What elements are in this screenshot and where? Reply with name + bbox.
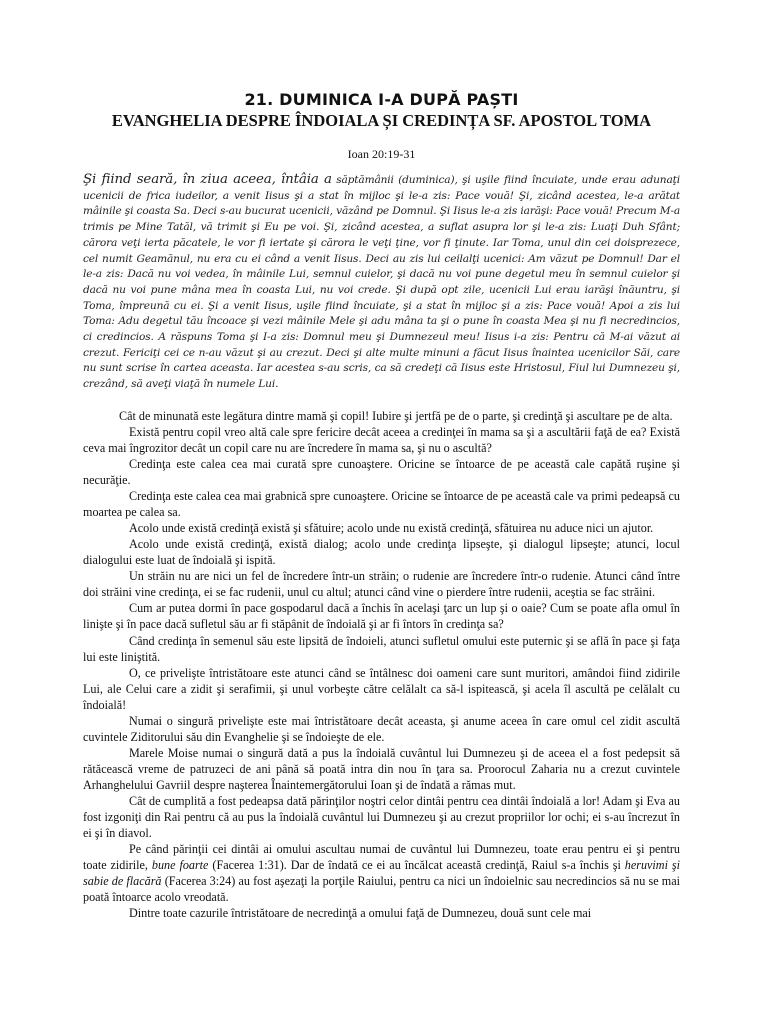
gospel-lead: Şi fiind seară, în ziua aceea, întâia a xyxy=(83,172,332,187)
paragraph: Un străin nu are nici un fel de încredere într-un străin; o rudenie are încredere într-o rudenie. Atunci când între doi străini vine credinţa, ei se fac rudenii, unul cu altul; atunci când vine o pierdere între rudenii, aceştia se fac străini. xyxy=(83,569,680,600)
paragraph-segment: (Facerea 1:31). Dar de îndată ce ei au încălcat această credinţă, Raiul s-a închis şi xyxy=(208,858,625,873)
quoted-phrase: heruvimi şi sabie de flacără xyxy=(83,858,680,889)
paragraph-segment: (Facerea 3:24) au fost aşezaţi la porţile Raiului, pentru ca nici un îndoielnic sau necredincios să nu se mai poată întoarce acolo vreodată. xyxy=(83,874,680,905)
quoted-phrase: bune foarte xyxy=(151,858,209,873)
paragraph: Acolo unde există credinţă există şi sfătuire; acolo unde nu există credinţă, sfătuirea nu aduce nici un ajutor. xyxy=(129,521,654,536)
paragraph: Marele Moise numai o singură dată a pus la îndoială cuvântul lui Dumnezeu şi de aceea el a fost pedepsit să rătăcească vreme de patruzeci de ani până să poată intra din nou în ţara sa. Proorocul Zaharia nu a crezut cuvintele Arhanghelului Gavriil despre naşterea Înaintemergătorului Ioan şi de îndată a rămas mut. xyxy=(83,745,680,792)
paragraph: Credinţa este calea cea mai curată spre cunoaştere. Oricine se întoarce de pe această cale capătă ruşine şi necurăţie. xyxy=(83,456,680,488)
paragraph: Credinţa este calea cea mai grabnică spre cunoaştere. Oricine se întoarce de pe această cale va primi pedeapsă cu moartea pe calea sa. xyxy=(83,489,680,520)
scripture-reference: Ioan 20:19-31 xyxy=(347,147,416,161)
paragraph: Există pentru copil vreo altă cale spre fericire decât aceea a credinţei în mama sa şi a ascultării faţă de ea? Există ceva mai îngrozitor decât un copil care nu are încredere în mama sa, şi nu o ascultă? xyxy=(83,424,680,455)
paragraph: Acolo unde există credinţă, există dialog; acolo unde credinţa lipseşte, şi dialogul lipseşte; atunci, locul dialogului este luat de îndoială şi ispită. xyxy=(83,537,680,568)
page-title: 21. DUMINICA I-A DUPĂ PAȘTI xyxy=(244,90,519,109)
page-subtitle: EVANGHELIA DESPRE ÎNDOIALA ȘI CREDINȚA SF. APOSTOL TOMA xyxy=(111,111,652,130)
paragraph: Cum ar putea dormi în pace gospodarul dacă a închis în acelaşi ţarc un lup şi o oaie? Cum se poate afla omul în linişte şi în pace dacă sufletul său ar fi stăpânit de îndoială şi ar fi întors în credinţa sa? xyxy=(83,601,680,632)
paragraph: Cât de minunată este legătura dintre mamă şi copil! Iubire şi jertfă pe de o parte, şi credinţă şi ascultare pe de alta. xyxy=(119,408,673,423)
paragraph: Numai o singură privelişte este mai întristătoare decât aceasta, şi anume aceea în care omul cel zidit ascultă cuvintele Ziditorului său din Evanghelie şi se îndoieşte de ele. xyxy=(83,713,680,744)
gospel-passage xyxy=(83,172,680,393)
paragraph: Când credinţa în semenul său este lipsită de îndoieli, atunci sufletul omului este puternic şi se află în pace şi faţa lui este liniştită. xyxy=(83,633,680,664)
sermon-body xyxy=(83,408,680,922)
gospel-text: săptămânii (duminica), şi uşile fiind încuiate, unde erau adunaţi ucenicii de frica iudeilor, a venit Iisus şi a stat în mijloc şi le-a zis: Pace vouă! Şi, zicând acestea, le-a arătat mâinile şi coasta Sa. Deci s-au bucurat ucenicii, văzând pe Domnul. Şi Iisus le-a zis iarăşi: Pace vouă! Precum M-a trimis pe Mine Tatăl, vă trimit şi Eu pe voi. Şi, zicând acestea, a suflat asupra lor şi le-a zis: Luaţi Duh Sfânt; cărora veţi ierta păcatele, le vor fi iertate şi cărora le veţi ţine, vor fi ţinute. Iar Toma, unul din cei doisprezece, cel numit Geamănul, nu era cu ei când a venit Iisus. Deci au zis lui ceilalţi ucenici: Am văzut pe Domnul! Dar el le-a zis: Dacă nu voi vedea, în mâinile Lui, semnul cuielor, şi dacă nu voi pune degetul meu în semnul cuielor şi dacă nu voi pune mâna mea în coasta Lui, nu voi crede. Şi după opt zile, ucenicii Lui erau iarăşi înăuntru, şi Toma, împreună cu ei. Şi a venit Iisus, uşile fiind încuiate, şi a stat în mijloc şi a zis: Pace vouă! Apoi a zis lui Toma: Adu degetul tău încoace şi vezi mâinile Mele şi adu mâna ta şi o pune în coasta Mea şi nu fi necredincios, ci credincios. A răspuns Toma şi I-a zis: Domnul meu şi Dumnezeul meu! Iisus i-a zis: Pentru că M-ai văzut ai crezut. Fericiţi cei ce n-au văzut şi au crezut. Deci şi alte multe minuni a făcut Iisus înaintea ucenicilor Săi, care nu sunt scrise în cartea aceasta. Iar acestea s-au scris, ca să credeţi că Iisus este Hristosul, Fiul lui Dumnezeu şi, crezând, să aveţi viaţă în numele Lui. xyxy=(83,174,680,391)
paragraph: Cât de cumplită a fost pedeapsa dată părinţilor noştri celor dintâi pentru cea dintâi îndoială a lor! Adam şi Eva au fost izgoniţi din Rai pentru că au pus la îndoială cuvântul lui Dumnezeu şi au crezut propriilor lor ochi; ei s-au încrezut în ei şi în diavol. xyxy=(83,793,680,841)
paragraph: Dintre toate cazurile întristătoare de necredinţă a omului faţă de Dumnezeu, două sunt cele mai xyxy=(129,906,592,921)
paragraph: O, ce privelişte întristătoare este atunci când se întâlnesc doi oameni care sunt muritori, amândoi fiind zidirile Lui, ale Celui care a zidit şi serafimii, şi unul vorbeşte către celălalt ca să-l ispitească, şi acela îl ascultă pe celălalt cu îndoială! xyxy=(83,665,680,712)
document-page xyxy=(83,90,680,921)
paragraph xyxy=(83,841,680,905)
paragraph-segment: Pe când părinţii cei dintâi ai omului ascultau numai de cuvântul lui Dumnezeu, toate erau pentru ei şi pentru toate zidirile, xyxy=(83,842,680,873)
